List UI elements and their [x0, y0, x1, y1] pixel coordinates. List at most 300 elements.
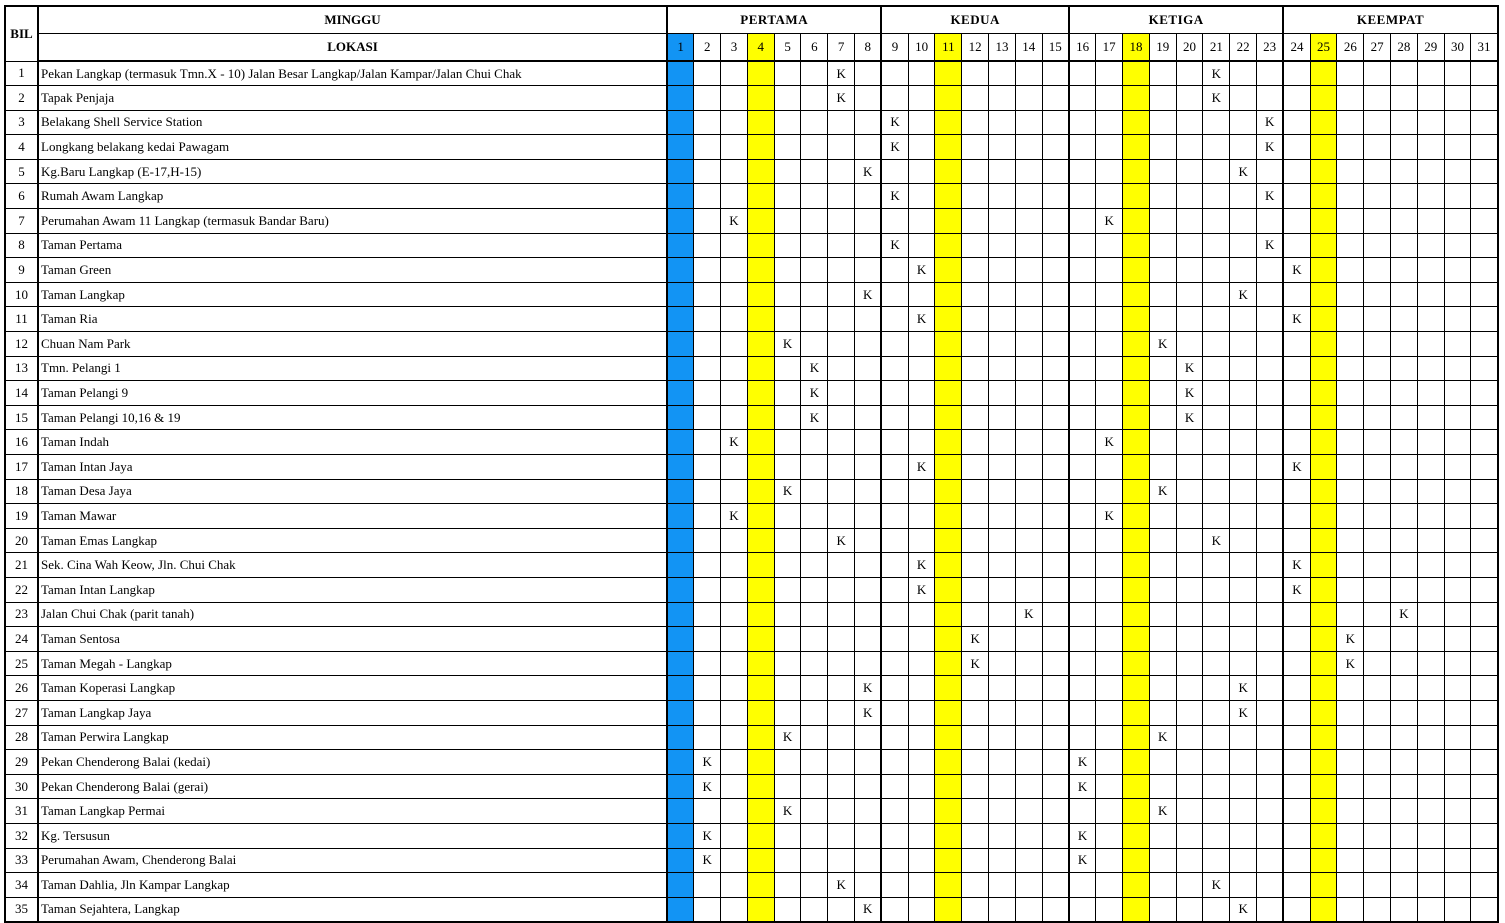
day-cell: [1042, 528, 1069, 553]
day-cell: [962, 86, 989, 111]
row-number: 13: [5, 356, 38, 381]
day-cell: [908, 528, 935, 553]
day-cell: [1123, 209, 1150, 234]
location-name: Taman Megah - Langkap: [38, 651, 667, 676]
day-cell: [1042, 848, 1069, 873]
location-name: Taman Indah: [38, 430, 667, 455]
day-cell: [1337, 823, 1364, 848]
day-cell: [1230, 405, 1257, 430]
day-cell: [1149, 528, 1176, 553]
day-cell: [908, 405, 935, 430]
day-cell: [1015, 799, 1042, 824]
day-cell: [801, 873, 828, 898]
day-cell: [774, 110, 801, 135]
k-mark: K: [1203, 528, 1230, 553]
k-mark: K: [1149, 799, 1176, 824]
day-cell: [1417, 356, 1444, 381]
day-cell: [1310, 676, 1337, 701]
k-mark: K: [1149, 479, 1176, 504]
day-cell: [1123, 86, 1150, 111]
day-cell: [1444, 86, 1471, 111]
day-cell: [1123, 479, 1150, 504]
day-cell: [1417, 184, 1444, 209]
day-cell: [855, 381, 882, 406]
row-number: 4: [5, 135, 38, 160]
day-cell: [667, 725, 694, 750]
day-cell: [1444, 135, 1471, 160]
day-cell: [1149, 430, 1176, 455]
day-cell: [1176, 159, 1203, 184]
day-cell: [989, 159, 1016, 184]
day-cell: [1310, 209, 1337, 234]
day-cell: [721, 307, 748, 332]
day-cell: [1257, 651, 1284, 676]
day-cell: [1310, 700, 1337, 725]
day-cell: [962, 135, 989, 160]
day-cell: [747, 848, 774, 873]
day-cell: [1391, 381, 1418, 406]
k-mark: K: [1230, 282, 1257, 307]
day-cell: [1310, 479, 1337, 504]
day-cell: [1417, 110, 1444, 135]
day-cell: [881, 799, 908, 824]
day-cell: [1257, 332, 1284, 357]
day-cell: [1283, 381, 1310, 406]
day-cell: [1310, 627, 1337, 652]
day-cell: [1096, 750, 1123, 775]
day-cell: [1203, 282, 1230, 307]
day-cell: [1444, 897, 1471, 922]
day-cell: [1015, 676, 1042, 701]
day-cell: [721, 627, 748, 652]
day-cell: [1283, 184, 1310, 209]
day-cell: [1310, 750, 1337, 775]
day-header-4: 4: [747, 34, 774, 62]
day-cell: [1444, 209, 1471, 234]
day-cell: [989, 577, 1016, 602]
day-cell: [908, 774, 935, 799]
day-cell: [667, 405, 694, 430]
day-cell: [1283, 627, 1310, 652]
day-cell: [908, 700, 935, 725]
day-cell: [1203, 725, 1230, 750]
day-cell: [1015, 110, 1042, 135]
day-cell: [1444, 725, 1471, 750]
day-cell: [1069, 110, 1096, 135]
day-cell: [989, 553, 1016, 578]
day-cell: [1230, 627, 1257, 652]
table-row: [5, 405, 1498, 430]
day-cell: [908, 184, 935, 209]
day-cell: [935, 405, 962, 430]
table-row: [5, 282, 1498, 307]
day-cell: [1123, 873, 1150, 898]
day-cell: [1364, 602, 1391, 627]
table-row: [5, 381, 1498, 406]
day-cell: [962, 61, 989, 86]
day-cell: [1230, 332, 1257, 357]
day-cell: [1069, 528, 1096, 553]
day-cell: [1283, 159, 1310, 184]
day-cell: [694, 159, 721, 184]
day-cell: [989, 676, 1016, 701]
day-cell: [721, 676, 748, 701]
day-cell: [1069, 455, 1096, 480]
table-row: [5, 577, 1498, 602]
day-cell: [1015, 504, 1042, 529]
day-cell: [1230, 61, 1257, 86]
day-cell: [1123, 823, 1150, 848]
row-number: 17: [5, 455, 38, 480]
day-cell: [855, 307, 882, 332]
minggu-header: MINGGU: [38, 6, 667, 34]
day-cell: [881, 577, 908, 602]
day-cell: [908, 110, 935, 135]
table-row: [5, 676, 1498, 701]
day-cell: [1310, 873, 1337, 898]
table-row: [5, 332, 1498, 357]
day-cell: [908, 159, 935, 184]
day-cell: [1337, 553, 1364, 578]
day-cell: [1417, 528, 1444, 553]
day-cell: [774, 823, 801, 848]
day-cell: [1176, 455, 1203, 480]
day-cell: [1391, 823, 1418, 848]
day-cell: [1069, 282, 1096, 307]
day-cell: [1310, 282, 1337, 307]
day-cell: [721, 725, 748, 750]
day-cell: [1417, 774, 1444, 799]
day-cell: [828, 700, 855, 725]
day-cell: [1149, 455, 1176, 480]
day-cell: [1015, 209, 1042, 234]
day-cell: [747, 799, 774, 824]
day-cell: [1444, 750, 1471, 775]
k-mark: K: [828, 873, 855, 898]
day-cell: [1364, 627, 1391, 652]
day-cell: [801, 750, 828, 775]
day-cell: [962, 750, 989, 775]
table-row: [5, 774, 1498, 799]
location-name: Taman Pelangi 9: [38, 381, 667, 406]
day-cell: [1444, 873, 1471, 898]
day-cell: [1471, 528, 1498, 553]
day-cell: [935, 700, 962, 725]
day-cell: [855, 135, 882, 160]
day-cell: [1015, 405, 1042, 430]
day-cell: [1364, 258, 1391, 283]
day-cell: [1257, 405, 1284, 430]
day-cell: [855, 725, 882, 750]
day-cell: [1123, 159, 1150, 184]
day-cell: [1042, 750, 1069, 775]
day-cell: [1149, 233, 1176, 258]
day-cell: [721, 848, 748, 873]
day-cell: [935, 627, 962, 652]
day-cell: [1123, 750, 1150, 775]
day-cell: [721, 528, 748, 553]
day-cell: [667, 332, 694, 357]
day-cell: [1230, 725, 1257, 750]
row-number: 23: [5, 602, 38, 627]
day-cell: [1257, 381, 1284, 406]
day-cell: [1364, 332, 1391, 357]
row-number: 29: [5, 750, 38, 775]
day-cell: [1417, 750, 1444, 775]
table-row: [5, 799, 1498, 824]
day-cell: [694, 602, 721, 627]
day-cell: [1444, 504, 1471, 529]
day-cell: [855, 528, 882, 553]
day-cell: [855, 110, 882, 135]
row-number: 30: [5, 774, 38, 799]
day-cell: [1364, 479, 1391, 504]
day-cell: [908, 676, 935, 701]
day-cell: [1203, 405, 1230, 430]
k-mark: K: [1391, 602, 1418, 627]
day-cell: [1337, 725, 1364, 750]
day-cell: [1230, 307, 1257, 332]
day-cell: [881, 405, 908, 430]
day-cell: [989, 110, 1016, 135]
row-number: 21: [5, 553, 38, 578]
day-cell: [747, 430, 774, 455]
day-cell: [1257, 159, 1284, 184]
day-cell: [1015, 873, 1042, 898]
day-cell: [774, 184, 801, 209]
day-cell: [1257, 774, 1284, 799]
day-cell: [935, 897, 962, 922]
day-cell: [1391, 528, 1418, 553]
table-row: [5, 430, 1498, 455]
day-cell: [1310, 405, 1337, 430]
day-cell: [1257, 725, 1284, 750]
day-cell: [1364, 725, 1391, 750]
day-cell: [1364, 430, 1391, 455]
day-cell: [747, 184, 774, 209]
day-cell: [1310, 651, 1337, 676]
day-cell: [1337, 873, 1364, 898]
day-cell: [1310, 381, 1337, 406]
day-cell: [1257, 528, 1284, 553]
day-cell: [1015, 233, 1042, 258]
day-cell: [1015, 848, 1042, 873]
day-cell: [962, 282, 989, 307]
day-cell: [667, 602, 694, 627]
day-cell: [989, 381, 1016, 406]
day-cell: [828, 356, 855, 381]
day-cell: [881, 823, 908, 848]
day-cell: [1391, 504, 1418, 529]
day-cell: [1471, 553, 1498, 578]
table-row: [5, 504, 1498, 529]
day-cell: [667, 553, 694, 578]
row-number: 7: [5, 209, 38, 234]
day-header-6: 6: [801, 34, 828, 62]
location-name: Taman Mawar: [38, 504, 667, 529]
day-cell: [1230, 258, 1257, 283]
day-cell: [935, 110, 962, 135]
day-cell: [747, 135, 774, 160]
day-cell: [667, 479, 694, 504]
day-cell: [747, 873, 774, 898]
day-cell: [1069, 799, 1096, 824]
day-cell: [1337, 799, 1364, 824]
day-cell: [1123, 381, 1150, 406]
day-cell: [1257, 627, 1284, 652]
day-cell: [1176, 725, 1203, 750]
day-cell: [1471, 282, 1498, 307]
day-cell: [1096, 135, 1123, 160]
day-cell: [694, 651, 721, 676]
day-cell: [1069, 479, 1096, 504]
day-cell: [1257, 504, 1284, 529]
day-cell: [1069, 504, 1096, 529]
location-name: Perumahan Awam, Chenderong Balai: [38, 848, 667, 873]
day-cell: [694, 332, 721, 357]
day-cell: [1230, 602, 1257, 627]
day-cell: [1337, 430, 1364, 455]
day-cell: [1283, 774, 1310, 799]
day-cell: [721, 750, 748, 775]
day-cell: [1230, 651, 1257, 676]
day-cell: [1257, 676, 1284, 701]
day-cell: [1123, 307, 1150, 332]
row-number: 1: [5, 61, 38, 86]
day-cell: [962, 725, 989, 750]
day-cell: [1149, 848, 1176, 873]
day-cell: [774, 774, 801, 799]
day-cell: [774, 356, 801, 381]
day-cell: [1391, 479, 1418, 504]
location-name: Taman Sentosa: [38, 627, 667, 652]
day-cell: [1123, 332, 1150, 357]
day-cell: [1364, 159, 1391, 184]
k-mark: K: [1230, 897, 1257, 922]
day-cell: [1444, 651, 1471, 676]
day-cell: [1471, 233, 1498, 258]
day-cell: [1230, 430, 1257, 455]
day-cell: [989, 627, 1016, 652]
day-cell: [1444, 258, 1471, 283]
row-number: 3: [5, 110, 38, 135]
day-cell: [1310, 799, 1337, 824]
day-cell: [774, 159, 801, 184]
day-cell: [1069, 553, 1096, 578]
day-cell: [1471, 332, 1498, 357]
day-cell: [774, 282, 801, 307]
day-cell: [1310, 356, 1337, 381]
day-cell: [1176, 184, 1203, 209]
day-cell: [667, 823, 694, 848]
day-cell: [935, 332, 962, 357]
day-cell: [1123, 356, 1150, 381]
day-cell: [801, 307, 828, 332]
day-cell: [721, 110, 748, 135]
table-row: [5, 233, 1498, 258]
day-cell: [962, 332, 989, 357]
location-name: Chuan Nam Park: [38, 332, 667, 357]
day-cell: [1283, 528, 1310, 553]
k-mark: K: [1257, 110, 1284, 135]
day-cell: [1283, 332, 1310, 357]
day-cell: [774, 700, 801, 725]
k-mark: K: [881, 233, 908, 258]
day-cell: [935, 676, 962, 701]
day-cell: [828, 823, 855, 848]
day-cell: [694, 455, 721, 480]
day-cell: [1444, 700, 1471, 725]
location-name: Taman Langkap Jaya: [38, 700, 667, 725]
day-cell: [1337, 282, 1364, 307]
day-cell: [747, 332, 774, 357]
day-cell: [935, 159, 962, 184]
day-cell: [801, 282, 828, 307]
day-cell: [801, 577, 828, 602]
day-cell: [1203, 110, 1230, 135]
day-cell: [747, 676, 774, 701]
day-cell: [1337, 184, 1364, 209]
day-cell: [774, 61, 801, 86]
day-cell: [962, 823, 989, 848]
day-cell: [1310, 135, 1337, 160]
day-cell: [801, 676, 828, 701]
day-cell: [667, 750, 694, 775]
day-cell: [1123, 774, 1150, 799]
k-mark: K: [1283, 577, 1310, 602]
day-cell: [935, 774, 962, 799]
day-cell: [801, 799, 828, 824]
day-cell: [1471, 381, 1498, 406]
day-cell: [721, 799, 748, 824]
day-cell: [721, 774, 748, 799]
day-cell: [1042, 602, 1069, 627]
day-cell: [1096, 233, 1123, 258]
location-name: Rumah Awam Langkap: [38, 184, 667, 209]
location-name: Longkang belakang kedai Pawagam: [38, 135, 667, 160]
day-cell: [1230, 848, 1257, 873]
row-number: 15: [5, 405, 38, 430]
day-cell: [1283, 135, 1310, 160]
location-name: Taman Intan Jaya: [38, 455, 667, 480]
day-cell: [1471, 61, 1498, 86]
day-cell: [1257, 897, 1284, 922]
day-cell: [1015, 528, 1042, 553]
day-cell: [989, 479, 1016, 504]
day-cell: [1337, 455, 1364, 480]
day-cell: [935, 799, 962, 824]
k-mark: K: [774, 799, 801, 824]
day-cell: [1015, 455, 1042, 480]
day-header-18: 18: [1123, 34, 1150, 62]
day-cell: [1096, 356, 1123, 381]
day-cell: [667, 799, 694, 824]
day-cell: [747, 553, 774, 578]
day-cell: [1391, 61, 1418, 86]
day-cell: [962, 233, 989, 258]
day-cell: [1257, 700, 1284, 725]
day-cell: [1096, 61, 1123, 86]
day-cell: [721, 479, 748, 504]
day-cell: [721, 135, 748, 160]
day-cell: [747, 159, 774, 184]
day-cell: [1364, 86, 1391, 111]
day-cell: [962, 774, 989, 799]
row-number: 14: [5, 381, 38, 406]
day-cell: [881, 873, 908, 898]
day-cell: [1230, 233, 1257, 258]
day-cell: [1069, 430, 1096, 455]
